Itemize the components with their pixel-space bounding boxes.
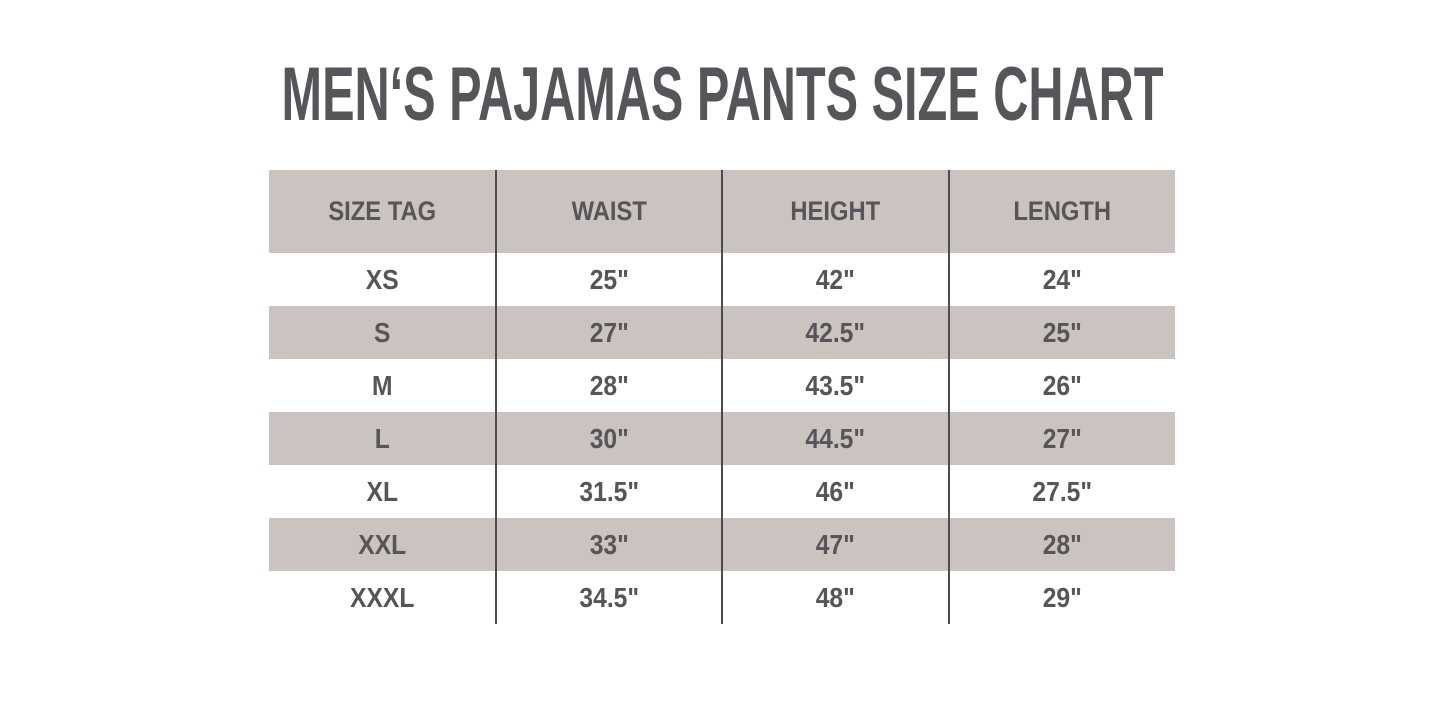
size-tag-cell: XXXL xyxy=(350,581,415,613)
column-header: WAIST xyxy=(571,196,647,226)
column-divider xyxy=(948,170,950,624)
value-cell: 42" xyxy=(815,263,855,295)
value-cell: 24" xyxy=(1042,263,1082,295)
value-cell: 29" xyxy=(1042,581,1082,613)
size-tag-cell: XL xyxy=(366,475,398,507)
column-header: SIZE TAG xyxy=(328,196,437,226)
size-tag-cell: S xyxy=(374,316,391,348)
value-cell: 27" xyxy=(1042,422,1082,454)
value-cell: 28" xyxy=(1042,528,1082,560)
column-divider xyxy=(721,170,723,624)
value-cell: 30" xyxy=(589,422,629,454)
column-header: HEIGHT xyxy=(790,196,881,226)
size-chart-table xyxy=(269,170,1175,624)
value-cell: 43.5" xyxy=(805,369,866,401)
value-cell: 42.5" xyxy=(805,316,866,348)
size-tag-cell: L xyxy=(374,422,390,454)
value-cell: 48" xyxy=(815,581,855,613)
value-cell: 27.5" xyxy=(1031,475,1092,507)
value-cell: 31.5" xyxy=(578,475,639,507)
size-tag-cell: XS xyxy=(365,263,399,295)
value-cell: 44.5" xyxy=(805,422,866,454)
value-cell: 34.5" xyxy=(578,581,639,613)
value-cell: 46" xyxy=(815,475,855,507)
value-cell: 25" xyxy=(1042,316,1082,348)
column-header: LENGTH xyxy=(1012,196,1111,226)
value-cell: 33" xyxy=(589,528,629,560)
column-divider xyxy=(495,170,497,624)
value-cell: 47" xyxy=(815,528,855,560)
page-title: MEN‘S PAJAMAS PANTS SIZE CHART xyxy=(281,52,1164,137)
value-cell: 26" xyxy=(1042,369,1082,401)
size-tag-cell: XXL xyxy=(358,528,407,560)
value-cell: 27" xyxy=(589,316,629,348)
value-cell: 28" xyxy=(589,369,629,401)
value-cell: 25" xyxy=(589,263,629,295)
size-tag-cell: M xyxy=(371,369,393,401)
